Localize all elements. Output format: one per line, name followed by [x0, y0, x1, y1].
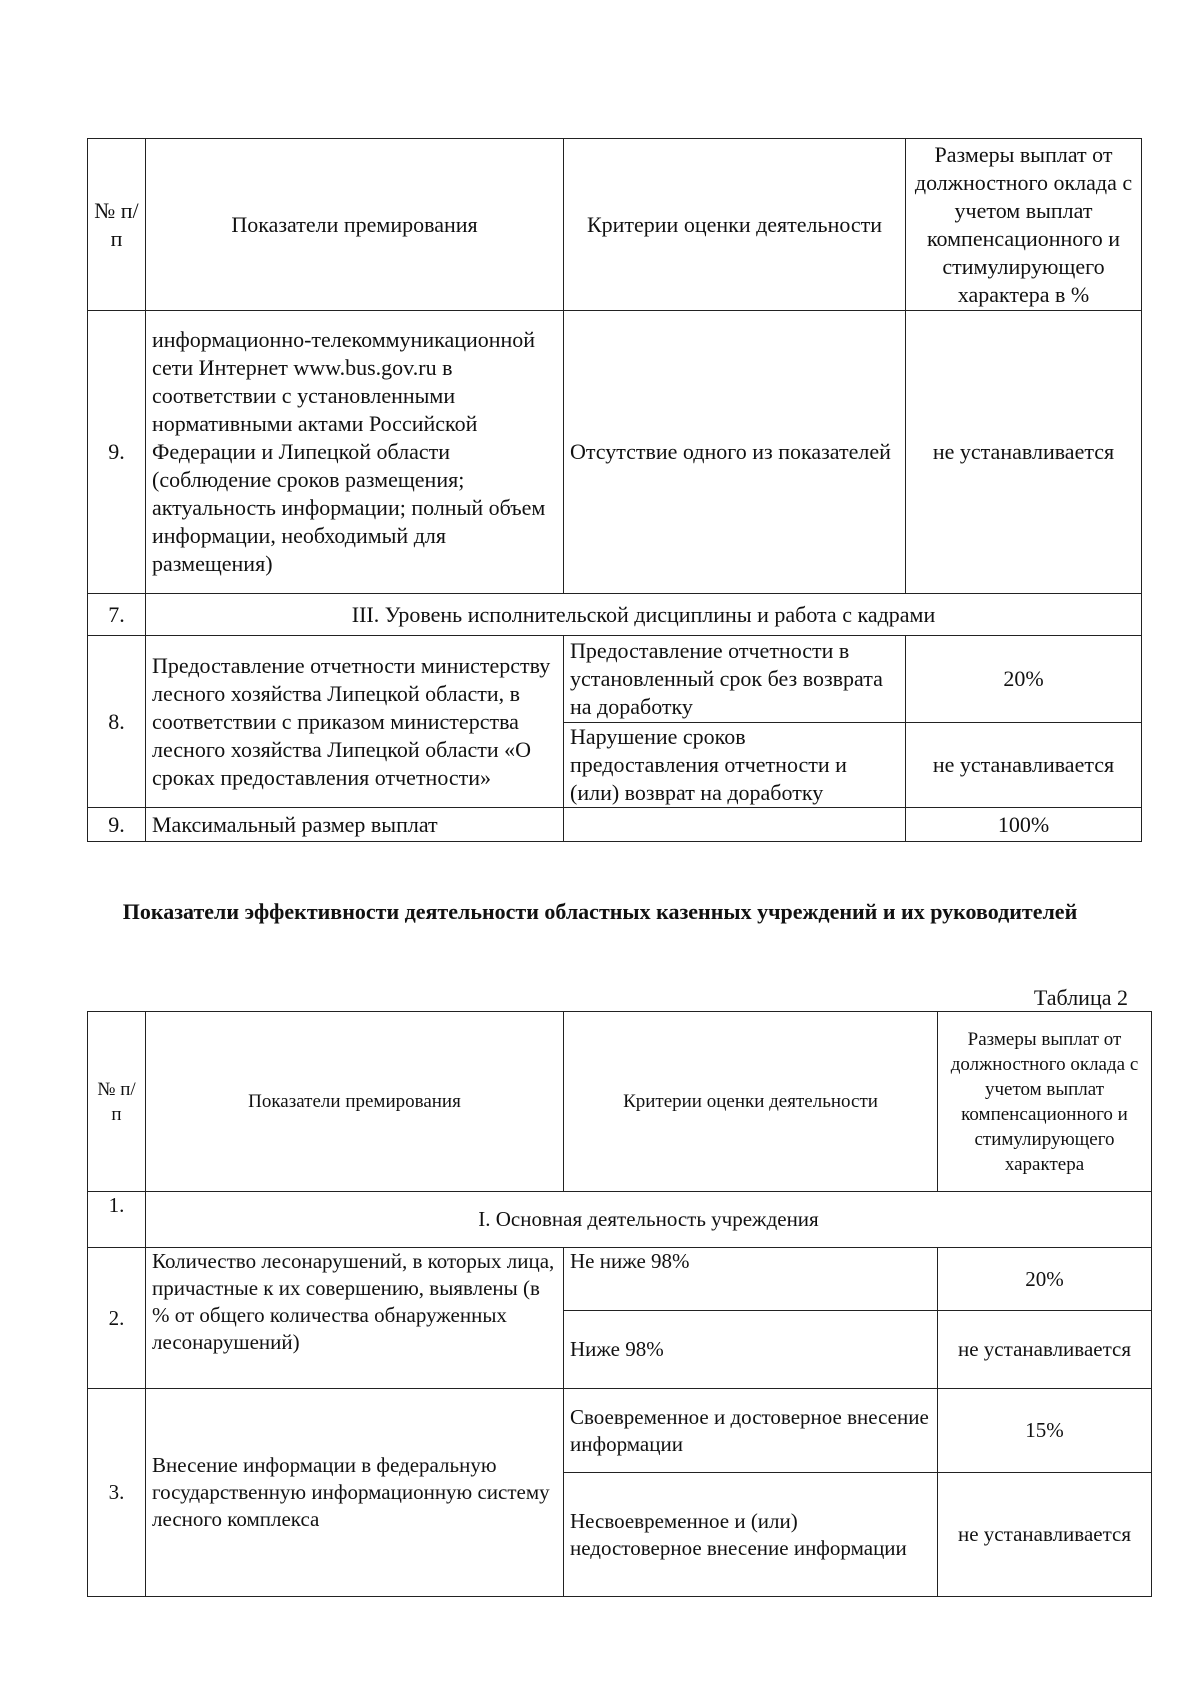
table-row — [88, 636, 1142, 723]
table-row — [88, 311, 1142, 594]
row-indicator: Внесение информации в федеральную государственную информационную систему лесного комплекса — [146, 1389, 564, 1597]
table-header-row — [88, 1012, 1152, 1192]
row-criterion: Не ниже 98% — [564, 1248, 938, 1311]
row-num: 8. — [88, 636, 146, 808]
row-num: 9. — [88, 808, 146, 842]
header-indicators: Показатели премирования — [146, 139, 564, 311]
table-caption: Таблица 2 — [1033, 985, 1128, 1010]
section-row — [88, 1192, 1152, 1248]
row-indicator: Максимальный размер выплат — [146, 808, 564, 842]
section-title: Показатели эффективности деятельности областных казенных учреждений и их руководителей — [122, 899, 1078, 924]
header-num: № п/п — [88, 1012, 146, 1192]
row-criterion — [564, 808, 906, 842]
bonus-indicators-table-continued — [87, 138, 1142, 842]
header-indicators: Показатели премирования — [146, 1012, 564, 1192]
row-num: 2. — [88, 1248, 146, 1389]
row-criterion: Отсутствие одного из показателей — [564, 311, 906, 594]
header-criteria: Критерии оценки деятельности — [564, 1012, 938, 1192]
row-num: 3. — [88, 1389, 146, 1597]
header-payments: Размеры выплат от должностного оклада с учетом выплат компенсационного и стимулирующего характера — [938, 1012, 1152, 1192]
row-payment: 15% — [938, 1389, 1152, 1473]
row-payment: 100% — [906, 808, 1142, 842]
header-num: № п/п — [88, 139, 146, 311]
row-indicator: Предоставление отчетности министерству лесного хозяйства Липецкой области, в соответствии с приказом министерства лесного хозяйства Липецкой области «О сроках предоставления отчетности» — [146, 636, 564, 808]
row-criterion: Своевременное и достоверное внесение информации — [564, 1389, 938, 1473]
row-criterion: Предоставление отчетности в установленный срок без возврата на доработку — [564, 636, 906, 723]
row-indicator: информационно-телекоммуникационной сети Интернет www.bus.gov.ru в соответствии с установленными нормативными актами Российской Федерации и Липецкой области (соблюдение сроков размещения; актуальность информации; полный объем информации, необходимый для размещения) — [146, 311, 564, 594]
row-payment: 20% — [906, 636, 1142, 723]
table-header-row — [88, 139, 1142, 311]
row-payment: не устанавливается — [938, 1473, 1152, 1597]
header-criteria: Критерии оценки деятельности — [564, 139, 906, 311]
row-indicator: Количество лесонарушений, в которых лица, причастные к их совершению, выявлены (в % от общего количества обнаруженных лесонарушений) — [146, 1248, 564, 1389]
table-row — [88, 1389, 1152, 1473]
header-payments: Размеры выплат от должностного оклада с учетом выплат компенсационного и стимулирующего характера в % — [906, 139, 1142, 311]
section-heading: I. Основная деятельность учреждения — [146, 1192, 1152, 1248]
row-payment: не устанавливается — [906, 311, 1142, 594]
row-num: 7. — [88, 594, 146, 636]
row-payment: не устанавливается — [906, 723, 1142, 808]
efficiency-indicators-table — [87, 1011, 1152, 1597]
table-row — [88, 808, 1142, 842]
table-row — [88, 1248, 1152, 1311]
row-num: 1. — [88, 1192, 146, 1248]
row-criterion: Ниже 98% — [564, 1311, 938, 1389]
row-criterion: Несвоевременное и (или) недостоверное внесение информации — [564, 1473, 938, 1597]
section-heading: III. Уровень исполнительской дисциплины и работа с кадрами — [146, 594, 1142, 636]
row-payment: 20% — [938, 1248, 1152, 1311]
row-criterion: Нарушение сроков предоставления отчетности и (или) возврат на доработку — [564, 723, 906, 808]
section-row — [88, 594, 1142, 636]
row-num: 9. — [88, 311, 146, 594]
row-payment: не устанавливается — [938, 1311, 1152, 1389]
